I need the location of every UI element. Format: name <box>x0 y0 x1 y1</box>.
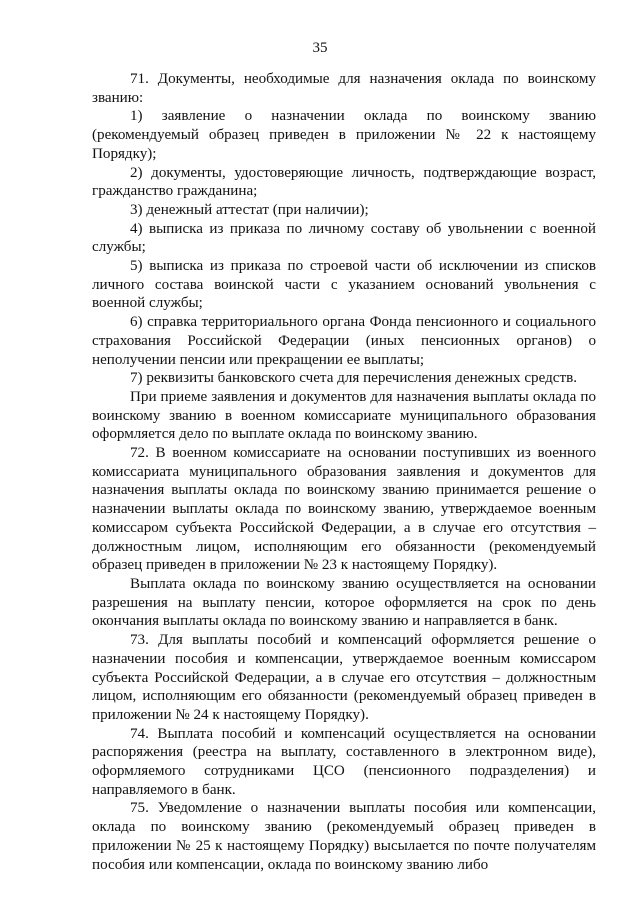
list-item-4: 4) выписка из приказа по личному составу об увольнении с военной службы; <box>92 220 596 256</box>
paragraph-71: 71. Документы, необходимые для назначения оклада по воинскому званию: <box>92 71 596 106</box>
paragraph-case-file: При приеме заявления и документов для назначения выплаты оклада по воинскому званию в военном комиссариате муниципального образования оформляется дело по выплате оклада по воинскому званию. <box>92 388 596 443</box>
paragraph-73: 73. Для выплаты пособий и компенсаций оформляется решение о назначении пособия и компенсации, утверждаемое военным комиссаром субъекта Российской Федерации, а в случае его отсутствия – должностным лицом, исполняющим его обязанности (рекомендуемый образец приведен в приложении № 24 к настоящему Порядку). <box>92 632 596 723</box>
list-item-3: 3) денежный аттестат (при наличии); <box>130 201 369 218</box>
list-item-2: 2) документы, удостоверяющие личность, подтверждающие возраст, гражданство гражданина; <box>92 164 596 200</box>
paragraph-75: 75. Уведомление о назначении выплаты пособия или компенсации, оклада по воинскому званию (рекомендуемый образец приведен в приложении № 25 к настоящему Порядку) высылается по почте получателям пособия или компенсации, оклада по воинскому званию либо <box>92 800 596 873</box>
paragraph-72: 72. В военном комиссариате на основании поступивших из военного комиссариата муниципального образования заявления и документов для назначения выплаты оклада по воинскому званию принимается решение о назначении выплаты оклада по воинскому званию, утверждаемое военным комиссаром субъекта Российской Федерации, а в случае его отсутствия – должностным лицом, исполняющим его обязанности (рекомендуемый образец приведен в приложении № 23 к настоящему Порядку). <box>92 445 596 574</box>
page-number: 35 <box>312 40 328 56</box>
list-item-6: 6) справка территориального органа Фонда пенсионного и социального страхования Российской Федерации (иных пенсионных органов) о неполучении пенсии или прекращении ее выплаты; <box>92 314 596 368</box>
paragraph-salary-payment: Выплата оклада по воинскому званию осуществляется на основании разрешения на выплату пенсии, которое оформляется на срок по день окончания выплаты оклада по воинскому званию и направляется в банк. <box>92 575 596 630</box>
list-item-7: 7) реквизиты банковского счета для перечисления денежных средств. <box>130 370 577 387</box>
document-body <box>92 70 596 874</box>
paragraph-74: 74. Выплата пособий и компенсаций осуществляется на основании распоряжения (реестра на выплату, составленного в электронном виде), оформляемого сотрудниками ЦСО (пенсионного подразделения) и направляемого в банк. <box>92 725 596 798</box>
list-item-1: 1) заявление о назначении оклада по воинскому званию (рекомендуемый образец приведен в приложении № 22 к настоящему Порядку); <box>92 108 596 162</box>
list-item-5: 5) выписка из приказа по строевой части об исключении из списков личного состава воинской части с указанием оснований увольнения с военной службы; <box>92 258 596 312</box>
